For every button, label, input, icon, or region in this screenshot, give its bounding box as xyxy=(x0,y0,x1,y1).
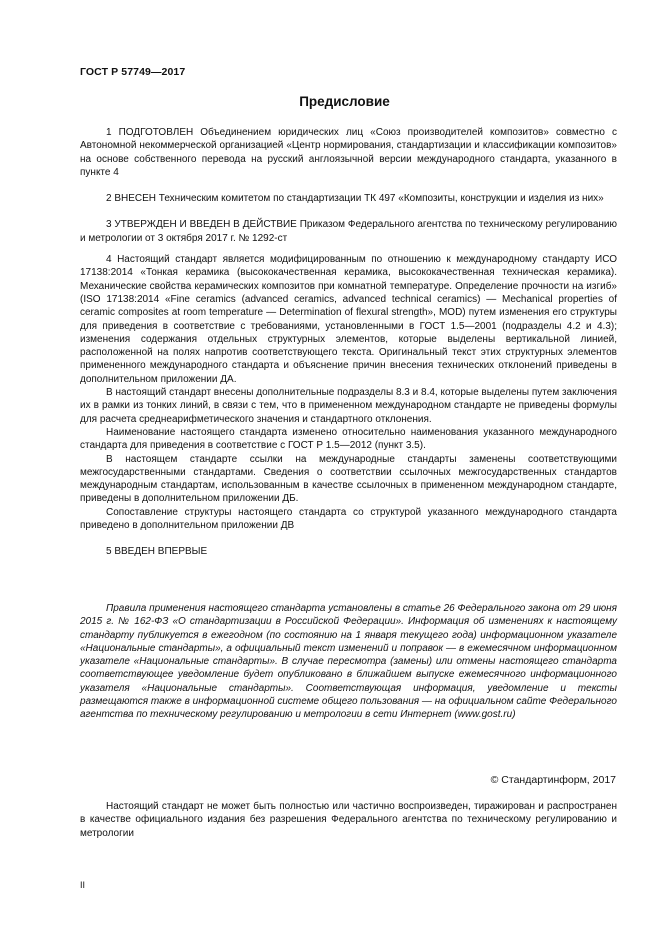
item-4-references-paragraph: В настоящем стандарте ссылки на международные стандарты заменены соответствующими межгосударственными стандартами. Сведения о соответствии ссылочных межгосударственных стандартов международным стандартам, использованным в качестве ссылочных в примененном международном стандарте, приведены в дополнительном приложении ДБ. xyxy=(80,453,617,505)
page-number: II xyxy=(80,880,86,890)
page-title: Предисловие xyxy=(299,94,390,109)
notice-paragraph: Правила применения настоящего стандарта установлены в статье 26 Федерального закона от 29 июня 2015 г. № 162-ФЗ «О стандартизации в Российской Федерации». Информация об изменениях к настоящему стандарту публикуется в ежегодном (по состоянию на 1 января текущего года) информационном указателе «Национальные стандарты», а официальный текст изменений и поправок — в ежемесячном информационном указателе «Национальные стандарты». В случае пересмотра (замены) или отмены настоящего стандарта соответствующее уведомление будет опубликовано в ближайшем выпуске ежемесячного информационного указателя «Национальные стандарты». Соответствующая информация, уведомление и тексты размещаются также в информационной системе общего пользования — на официальном сайте Федерального агентства по техническому регулированию и метрологии в сети Интернет (www.gost.ru) xyxy=(80,603,617,721)
item-1-paragraph: 1 ПОДГОТОВЛЕН Объединением юридических лиц «Союз производителей композитов» совместно с Автономной некоммерческой организацией «Центр нормирования, стандартизации и классификации композитов» на основе собственного перевода на русский англоязычной версии международного стандарта, указанного в пункте 4 xyxy=(80,127,617,178)
item-4-additions-paragraph: В настоящий стандарт внесены дополнительные подразделы 8.3 и 8.4, которые выделены путем заключения их в рамки из тонких линий, в связи с тем, что в примененном международном стандарте не приведены формулы для расчета среднеарифметического значения и стандартного отклонения. xyxy=(80,387,618,425)
application-rules-notice xyxy=(80,602,617,722)
item-5-paragraph: 5 ВВЕДЕН ВПЕРВЫЕ xyxy=(106,546,208,558)
standard-code-header: ГОСТ Р 57749—2017 xyxy=(80,66,186,78)
item-3-paragraph: 3 УТВЕРЖДЕН И ВВЕДЕН В ДЕЙСТВИЕ Приказом Федерального агентства по техническому регулированию и метрологии от 3 октября 2017 г. № 1292-ст xyxy=(80,219,617,244)
foreword-content xyxy=(80,126,617,559)
item-2-paragraph: 2 ВНЕСЕН Техническим комитетом по стандартизации ТК 497 «Композиты, конструкции и изделия из них» xyxy=(106,193,604,205)
reproduction-rights xyxy=(80,800,617,840)
rights-paragraph: Настоящий стандарт не может быть полностью или частично воспроизведен, тиражирован и распространен в качестве официального издания без разрешения Федерального агентства по техническому регулированию и метрологии xyxy=(80,801,617,839)
item-4-title-change-paragraph: Наименование настоящего стандарта изменено относительно наименования указанного международного стандарта для приведения в соответствие с ГОСТ Р 1.5—2012 (пункт 3.5). xyxy=(80,426,617,452)
item-4-structure-paragraph: Сопоставление структуры настоящего стандарта со структурой указанного международного стандарта приведено в дополнительном приложении ДВ xyxy=(80,506,617,532)
copyright-line: © Стандартинформ, 2017 xyxy=(490,774,616,786)
item-4-paragraph: 4 Настоящий стандарт является модифицированным по отношению к международному стандарту ИСО 17138:2014 «Тонкая керамика (высококачественная керамика, высококачественная техническая керамика). Механические свойства керамических композитов при комнатной температуре. Определение прочности на изгиб» (ISO 17138:2014 «Fine ceramics (advanced ceramics, advanced technical ceramics) — Mechanical properties of ceramic composites at room temperature — Determination of flexural strength», MOD) путем изменения его структуры для приведения в соответствие с требованиями, установленными в ГОСТ 1.5—2001 (подразделы 4.2 и 4.3); изменения содержания отдельных структурных элементов, которые выделены вертикальной линией, расположенной на полях напротив соответствующего текста. Оригинальный текст этих структурных элементов примененного международного стандарта и объяснение причин внесения технических отклонений приведены в дополнительном приложении ДА. xyxy=(80,254,617,385)
